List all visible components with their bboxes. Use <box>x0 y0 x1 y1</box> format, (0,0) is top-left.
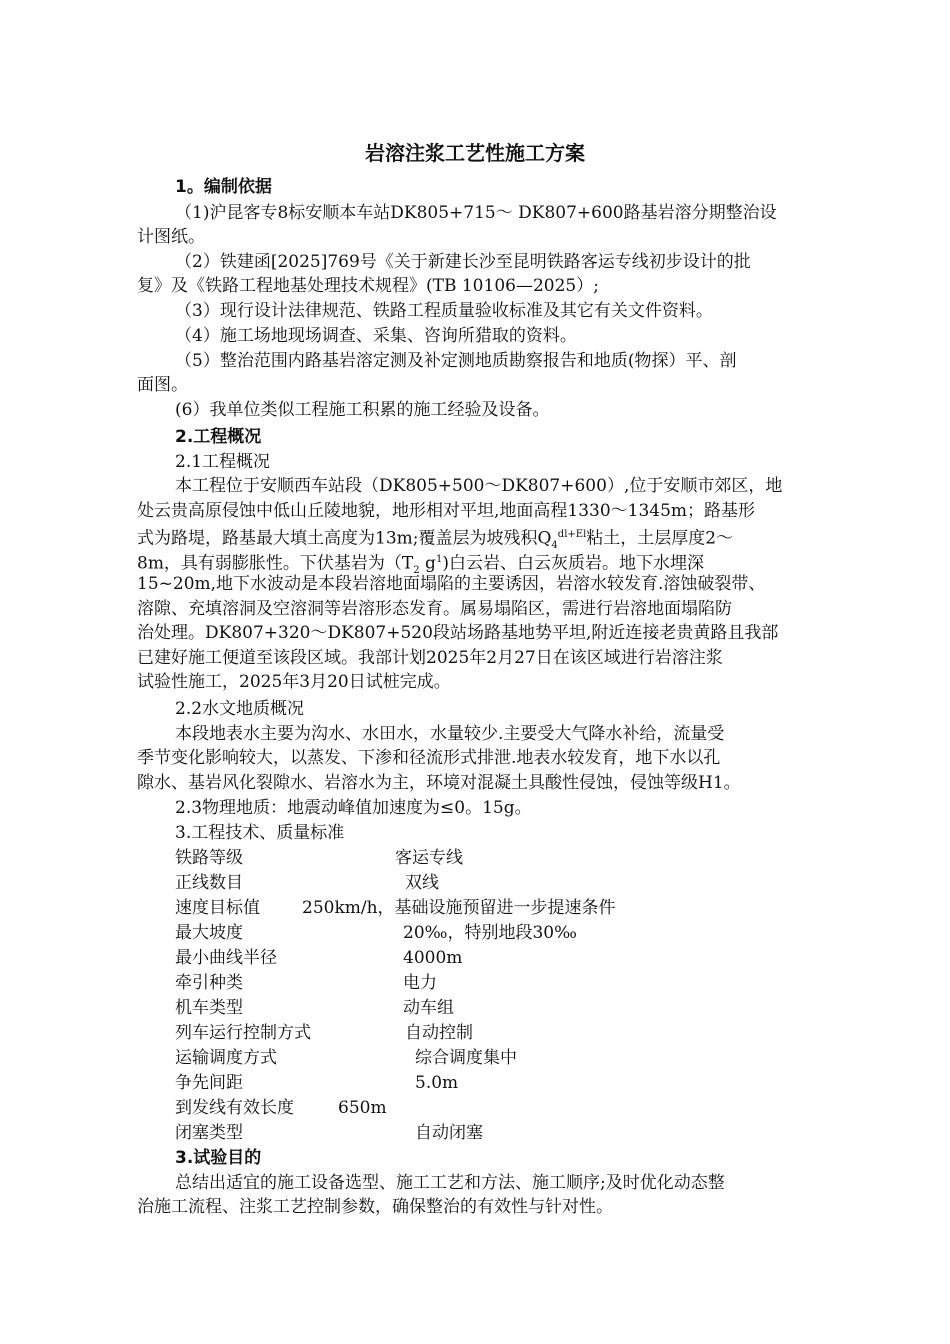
basis-item-2-line2: 复》及《铁路工程地基处理技术规程》(TB 10106—2025）; <box>137 276 599 296</box>
spec-row <box>175 921 775 945</box>
spec-row <box>175 1046 775 1070</box>
overview-line-4-subscript: 2 <box>413 565 420 577</box>
spec-value: 电力 <box>403 973 437 993</box>
overview-line-7: 治处理。DK807+320～DK807+520段站场路基地势平坦,附近连接老贵黄路且我部 <box>137 623 779 643</box>
spec-value: 5.0m <box>415 1073 459 1093</box>
overview-line-1: 本工程位于安顺西车站段（DK805+500～DK807+600）,位于安顺市郊区，地 <box>175 476 783 496</box>
purpose-line-2: 治施工流程、注浆工艺控制参数，确保整治的有效性与针对性。 <box>137 1197 613 1217</box>
section-heading-overview: 2.工程概况 <box>175 427 262 447</box>
overview-line-2: 处云贵高原侵蚀中低山丘陵地貌，地形相对平坦,地面高程1330～1345m；路基形 <box>137 501 756 521</box>
basis-item-6: (6）我单位类似工程施工积累的施工经验及设备。 <box>175 400 550 420</box>
subsection-heading-overview: 2.1工程概况 <box>175 452 271 472</box>
purpose-line-1: 总结出适宜的施工设备选型、施工工艺和方法、施工顺序;及时优化动态整 <box>175 1173 725 1193</box>
overview-line-9: 试验性施工，2025年3月20日试桩完成。 <box>137 672 451 692</box>
basis-item-4: （4）施工场地现场调查、采集、咨询所猎取的资料。 <box>175 326 577 346</box>
spec-value: 双线 <box>405 873 439 893</box>
subsection-heading-hydro: 2.2水文地质概况 <box>175 699 305 719</box>
overview-line-3-subscript: 4 <box>551 540 558 552</box>
basis-item-1-line2: 计图纸。 <box>137 227 205 247</box>
section-heading-basis: 1。编制依据 <box>175 177 272 197</box>
overview-line-5: 15~20m,地下水波动是本段岩溶地面塌陷的主要诱因，岩溶水较发育.溶蚀破裂带、 <box>137 574 766 594</box>
overview-line-4-text-a: 8m，具有弱膨胀性。下伏基岩为（T <box>137 553 414 574</box>
overview-line-6: 溶隙、充填溶洞及空溶洞等岩溶形态发育。属易塌陷区，需进行岩溶地面塌陷防 <box>137 599 732 619</box>
overview-line-8: 已建好施工便道至该段区域。我部计划2025年2月27日在该区域进行岩溶注浆 <box>137 648 723 668</box>
spec-row <box>175 1071 775 1095</box>
spec-row <box>175 946 775 970</box>
basis-item-2-line1: （2）铁建函[2025]769号《关于新建长沙至昆明铁路客运专线初步设计的批 <box>175 252 751 272</box>
spec-value: 综合调度集中 <box>415 1048 517 1068</box>
spec-key: 到发线有效长度 <box>175 1098 294 1118</box>
spec-row <box>175 1096 775 1120</box>
spec-value: 客运专线 <box>395 848 463 868</box>
spec-row <box>175 896 775 920</box>
spec-key: 牵引种类 <box>175 973 243 993</box>
spec-row <box>175 871 775 895</box>
basis-item-5-line2: 面图。 <box>137 375 188 395</box>
section-heading-standards: 3.工程技术、质量标准 <box>175 823 345 843</box>
document-title: 岩溶注浆工艺性施工方案 <box>365 141 585 165</box>
spec-value: 650m <box>338 1098 387 1118</box>
hydro-line-2: 季节变化影响较大，以蒸发、下渗和径流形式排泄.地表水较发育，地下水以孔 <box>137 748 721 768</box>
spec-key: 列车运行控制方式 <box>175 1023 311 1043</box>
spec-value: 4000m <box>403 948 463 968</box>
spec-key: 争先间距 <box>175 1073 243 1093</box>
hydro-line-3: 隙水、基岩风化裂隙水、岩溶水为主，环境对混凝土具酸性侵蚀，侵蚀等级H1。 <box>137 773 741 793</box>
spec-value: 250km/h，基础设施预留进一步提速条件 <box>302 898 616 918</box>
basis-item-3: （3）现行设计法律规范、铁路工程质量验收标准及其它有关文件资料。 <box>175 301 713 321</box>
overview-line-3-superscript: dl+El <box>557 529 587 540</box>
overview-line-4-text-mid: g <box>419 553 436 574</box>
spec-row <box>175 1021 775 1045</box>
spec-key: 运输调度方式 <box>175 1048 277 1068</box>
spec-key: 正线数目 <box>175 873 243 893</box>
overview-line-3-text-a: 式为路堤，路基最大填土高度为13m;覆盖层为坡残积Q <box>137 528 552 549</box>
spec-row <box>175 846 775 870</box>
spec-row <box>175 1121 775 1145</box>
basis-item-1-line1: （1)沪昆客专8标安顺本车站DK805+715～ DK807+600路基岩溶分期整治设 <box>175 203 777 223</box>
spec-key: 最大坡度 <box>175 923 243 943</box>
hydro-line-1: 本段地表水主要为沟水、水田水，水量较少.主要受大气降水补给，流量受 <box>175 724 725 744</box>
spec-key: 闭塞类型 <box>175 1123 243 1143</box>
spec-value: 动车组 <box>403 998 454 1018</box>
basis-item-5-line1: （5）整治范围内路基岩溶定测及补定测地质勘察报告和地质(物探）平、剖 <box>175 351 737 371</box>
spec-value: 20‰，特别地段30‰ <box>403 923 577 943</box>
overview-line-3-text-b: 粘土，土层厚度2～ <box>586 528 734 549</box>
spec-key: 机车类型 <box>175 998 243 1018</box>
physical-geology-line: 2.3物理地质：地震动峰值加速度为≤0。15g。 <box>175 798 532 818</box>
overview-line-4-superscript: 1 <box>435 554 443 565</box>
spec-key: 铁路等级 <box>175 848 243 868</box>
spec-key: 最小曲线半径 <box>175 948 277 968</box>
spec-value: 自动控制 <box>405 1023 473 1043</box>
section-heading-purpose: 3.试验目的 <box>175 1148 262 1168</box>
spec-row <box>175 996 775 1020</box>
spec-row <box>175 971 775 995</box>
spec-key: 速度目标值 <box>175 898 260 918</box>
spec-value: 自动闭塞 <box>415 1123 483 1143</box>
overview-line-4-text-b: )白云岩、白云灰质岩。地下水埋深 <box>442 553 704 574</box>
